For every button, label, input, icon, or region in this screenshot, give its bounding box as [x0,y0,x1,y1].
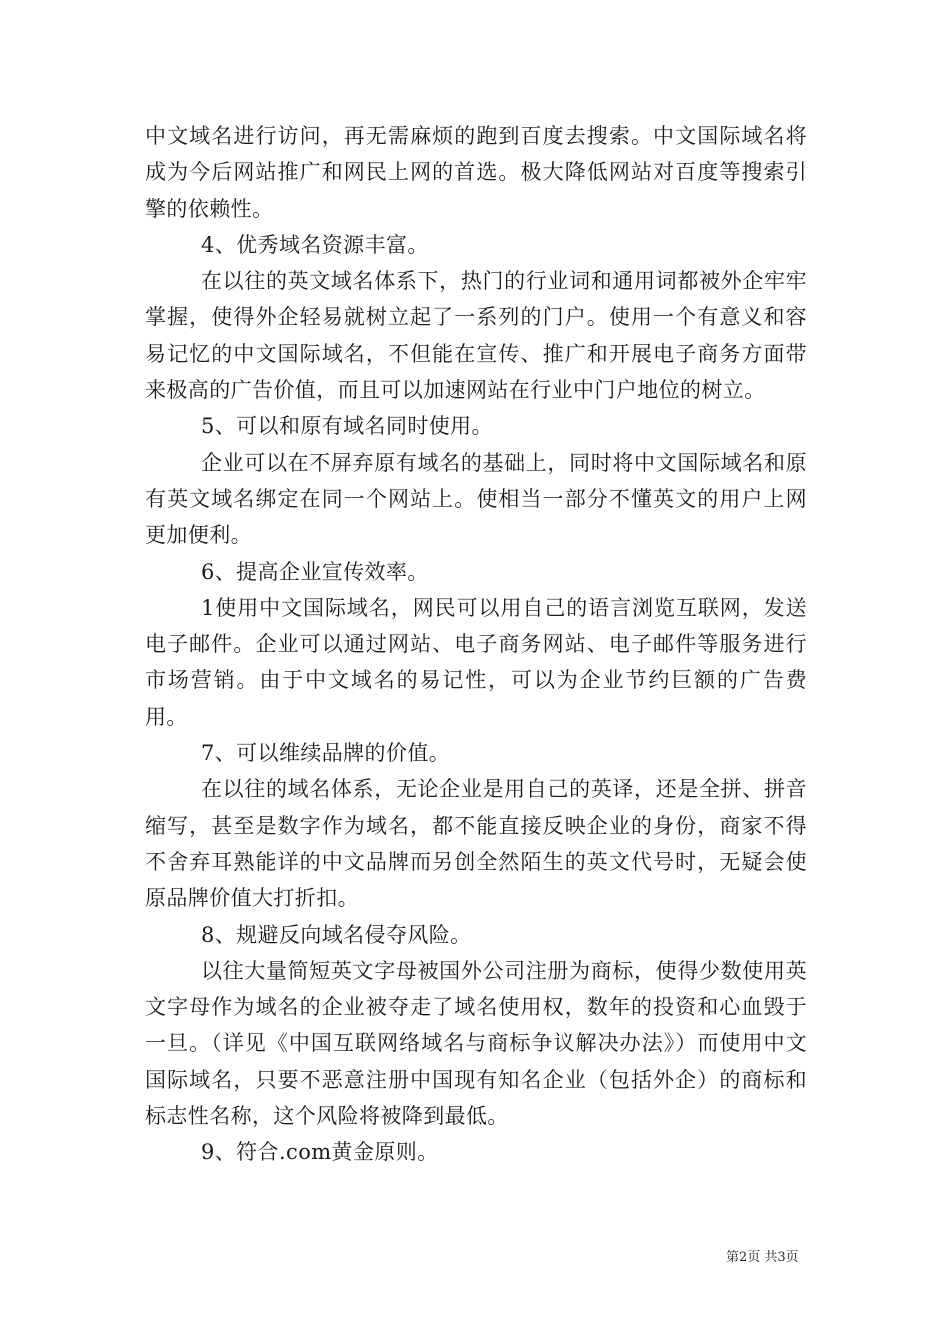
paragraph: 在以往的域名体系，无论企业是用自己的英译，还是全拼、拼音缩写，甚至是数字作为域名，都不能直接反映企业的身份，商家不得不舍弃耳熟能详的中文品牌而另创全然陌生的英文代号时，无疑会使原品牌价值大打折扣。 [145,777,807,911]
section-heading: 4、优秀域名资源丰富。 [201,232,429,257]
section-heading: 6、提高企业宣传效率。 [201,559,429,584]
section-heading: 7、可以维续品牌的价值。 [201,741,451,766]
section-heading: 8、规避反向域名侵夺风险。 [201,922,472,947]
document-body [145,118,807,1171]
paragraph: 企业可以在不屏弃原有域名的基础上，同时将中文国际域名和原有英文域名绑定在同一个网站上。使相当一部分不懂英文的用户上网更加便利。 [145,450,807,548]
paragraph: 以往大量简短英文字母被国外公司注册为商标，使得少数使用英文字母作为域名的企业被夺走了域名使用权，数年的投资和心血毁于一旦。（详见《中国互联网络域名与商标争议解决办法》）而使用中文国际域名，只要不恶意注册中国现有知名企业（包括外企）的商标和标志性名称，这个风险将被降到最低。 [145,958,807,1129]
section-heading: 9、符合.com黄金原则。 [201,1140,439,1165]
paragraph: 在以往的英文域名体系下，热门的行业词和通用词都被外企牢牢掌握，使得外企轻易就树立起了一系列的门户。使用一个有意义和容易记忆的中文国际域名，不但能在宣传、推广和开展电子商务方面带来极高的广告价值，而且可以加速网站在行业中门户地位的树立。 [145,269,807,403]
paragraph: 中文域名进行访问，再无需麻烦的跑到百度去搜索。中文国际域名将成为今后网站推广和网民上网的首选。极大降低网站对百度等搜索引擎的依赖性。 [145,124,807,221]
page-number-footer: 第2页 共3页 [726,1250,799,1265]
section-heading: 5、可以和原有域名同时使用。 [201,414,493,439]
paragraph: 1使用中文国际域名，网民可以用自己的语言浏览互联网，发送电子邮件。企业可以通过网站、电子商务网站、电子邮件等服务进行市场营销。由于中文域名的易记性，可以为企业节约巨额的广告费用。 [145,595,807,729]
